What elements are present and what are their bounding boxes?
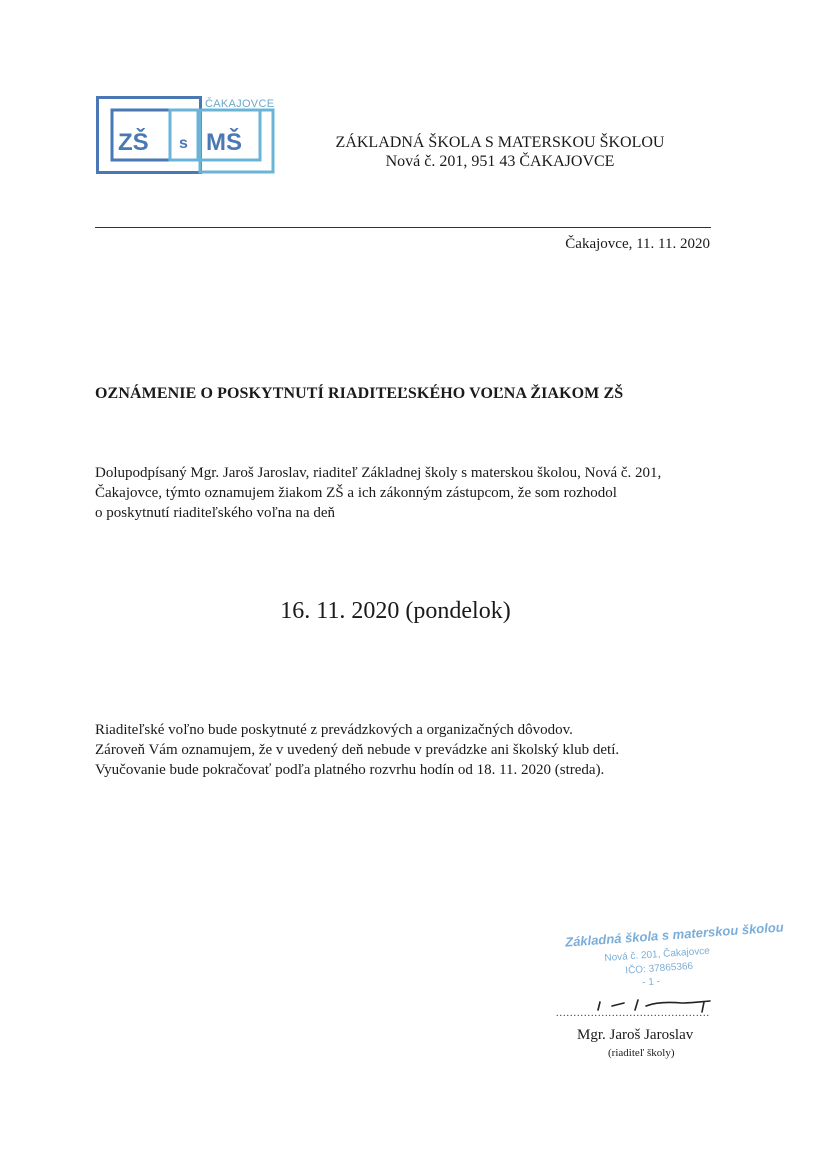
body-paragraph-1 <box>95 463 755 523</box>
signer-role: (riaditeľ školy) <box>608 1047 675 1059</box>
letterhead <box>300 133 700 171</box>
signature-line: ............................................ <box>556 1008 710 1019</box>
holiday-date-text: 16. 11. 2020 (pondelok) <box>280 598 511 624</box>
school-name: ZÁKLADNÁ ŠKOLA S MATERSKOU ŠKOLOU <box>335 134 665 151</box>
logo-town-text: ČAKAJOVCE <box>205 98 275 110</box>
paragraph-1-line-1: Dolupodpísaný Mgr. Jaroš Jaroslav, riaditeľ Základnej školy s materskou školou, Nová č. 201, <box>95 465 662 481</box>
paragraph-1-line-3: o poskytnutí riaditeľského voľna na deň <box>95 505 336 521</box>
stamp-line-1: Základná škola s materskou školou <box>564 919 785 950</box>
holiday-date <box>0 598 821 625</box>
stamp-line-3: IČO: 37865366 <box>624 960 694 977</box>
logo-ms-text: MŠ <box>206 129 242 156</box>
paragraph-2-line-1: Riaditeľské voľno bude poskytnuté z prevádzkových a organizačných dôvodov. <box>95 722 573 738</box>
logo-s-text: s <box>179 135 188 152</box>
body-paragraph-2 <box>95 720 775 780</box>
document-date: Čakajovce, 11. 11. 2020 <box>565 236 710 252</box>
signer-name: Mgr. Jaroš Jaroslav <box>577 1027 694 1043</box>
paragraph-2-line-3: Vyučovanie bude pokračovať podľa platného rozvrhu hodín od 18. 11. 2020 (streda). <box>95 762 605 778</box>
header-divider <box>95 227 711 228</box>
school-address: Nová č. 201, 951 43 ČAKAJOVCE <box>385 153 615 170</box>
logo-zs-text: ZŠ <box>118 129 149 156</box>
document-title: OZNÁMENIE O POSKYTNUTÍ RIADITEĽSKÉHO VOĽNA ŽIAKOM ZŠ <box>95 385 624 402</box>
paragraph-2-line-2: Zároveň Vám oznamujem, že v uvedený deň nebude v prevádzke ani školský klub detí. <box>95 742 620 758</box>
stamp-line-4: - 1 - <box>641 976 661 989</box>
paragraph-1-line-2: Čakajovce, týmto oznamujem žiakom ZŠ a ich zákonným zástupcom, že som rozhodol <box>95 485 617 501</box>
school-stamp <box>560 911 785 995</box>
stamp-line-2: Nová č. 201, Čakajovce <box>604 945 711 964</box>
